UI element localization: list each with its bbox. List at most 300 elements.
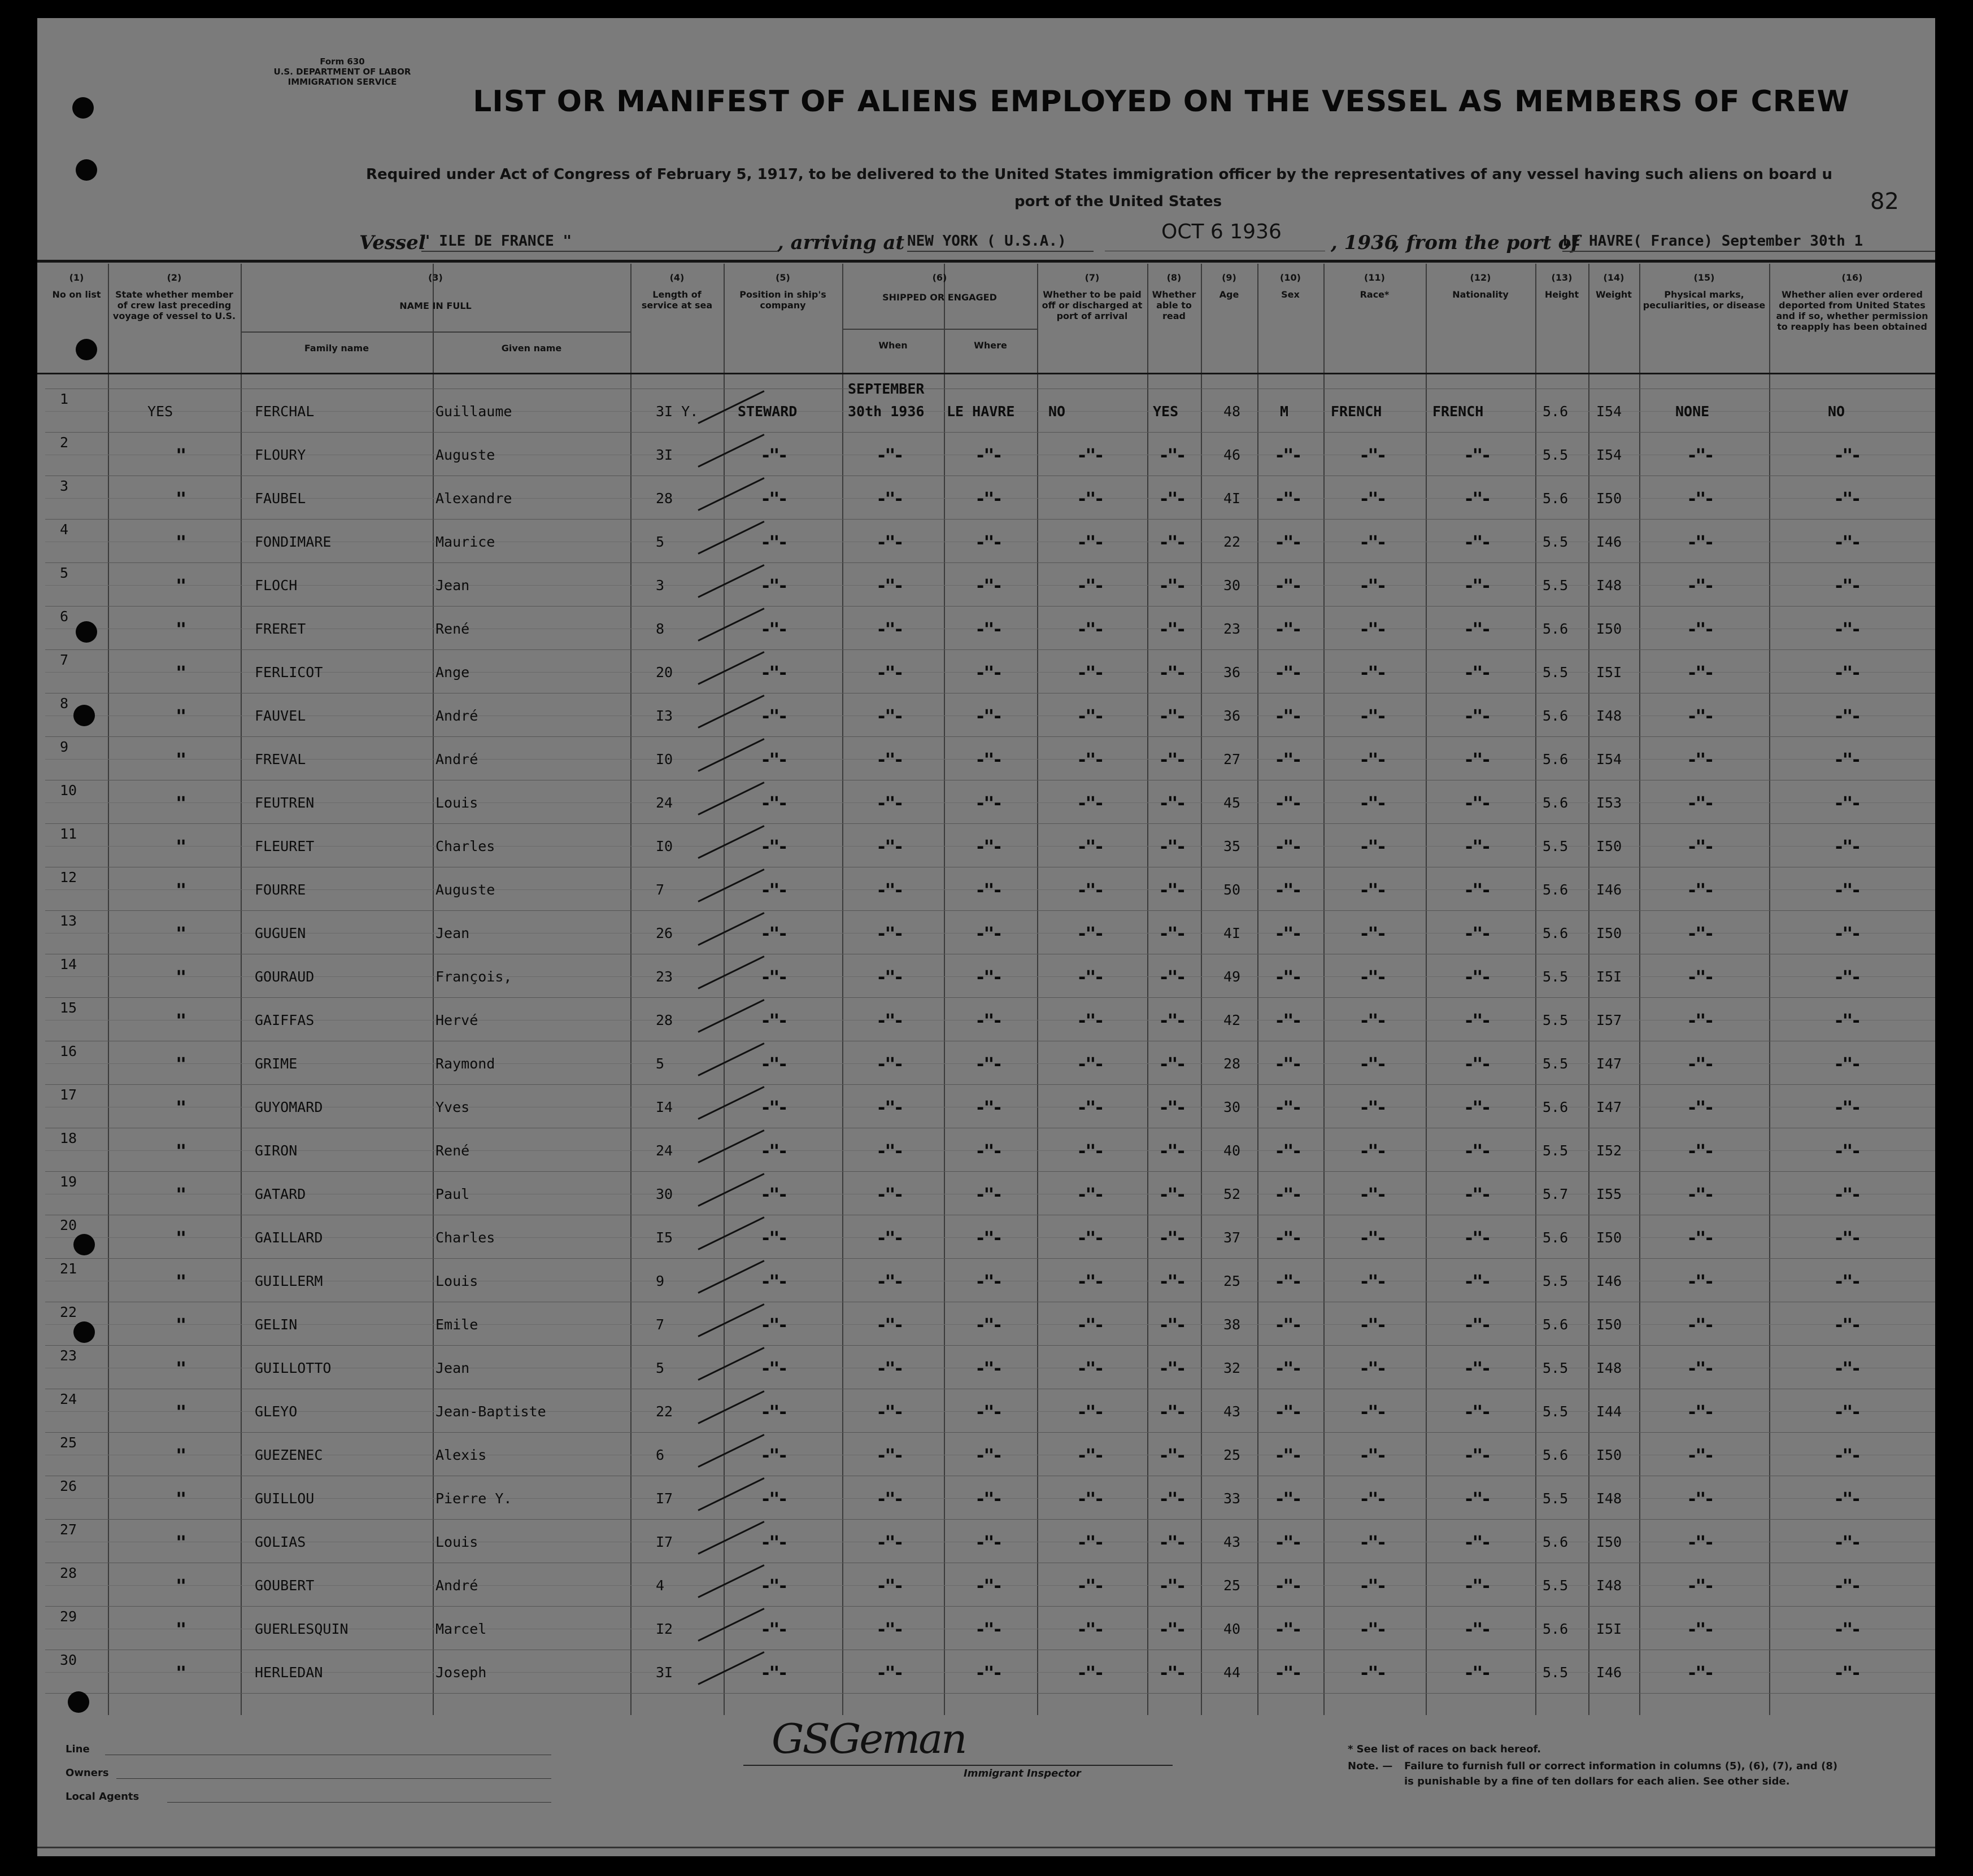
sex-ditto: -"-	[1274, 1662, 1300, 1683]
row-number: 7	[60, 652, 69, 668]
service-length: 28	[656, 1012, 673, 1028]
when-ditto: -"-	[876, 792, 902, 814]
column-divider	[1323, 264, 1325, 1715]
requirement-line-2: port of the United States	[1014, 193, 1222, 210]
punch-hole	[76, 621, 97, 643]
ink-stroke	[698, 1521, 764, 1555]
read-ditto: -"-	[1158, 1010, 1184, 1031]
previous-voyage-ditto: "	[176, 531, 185, 553]
nationality-ditto: -"-	[1464, 1445, 1489, 1466]
nationality-ditto: -"-	[1464, 575, 1489, 596]
where-ditto: -"-	[975, 1053, 1001, 1075]
row-divider	[45, 1693, 1935, 1694]
where-ditto: -"-	[975, 1488, 1001, 1509]
row-number: 15	[60, 1000, 77, 1016]
column-divider	[1037, 264, 1038, 1715]
height: 5.5	[1543, 1577, 1569, 1594]
race-ditto: -"-	[1359, 1618, 1385, 1640]
when-ditto: -"-	[876, 749, 902, 770]
header-c10-label: Sex	[1281, 289, 1300, 300]
race-ditto: -"-	[1359, 966, 1385, 988]
given-name: Emile	[435, 1316, 478, 1333]
row-number: 9	[60, 739, 69, 755]
given-name: Louis	[435, 1534, 478, 1550]
position-ditto: -"-	[760, 1053, 786, 1075]
year-label: , 1936	[1331, 232, 1398, 254]
previous-voyage-ditto: "	[176, 1401, 185, 1423]
ink-stroke	[698, 434, 764, 468]
row-number: 1	[60, 391, 69, 407]
ink-stroke	[698, 738, 764, 772]
race: FRENCH	[1331, 403, 1382, 420]
nationality-ditto: -"-	[1464, 618, 1489, 640]
service-length: I4	[656, 1099, 673, 1115]
sex-ditto: -"-	[1274, 1618, 1300, 1640]
ink-stroke	[698, 521, 764, 555]
height: 5.6	[1543, 751, 1569, 767]
position-ditto: -"-	[760, 749, 786, 770]
paid-off-ditto: -"-	[1077, 444, 1103, 466]
given-name: Charles	[435, 838, 495, 854]
paid-off-ditto: -"-	[1077, 1314, 1103, 1336]
deported-ditto: -"-	[1833, 705, 1859, 727]
deported-ditto: -"-	[1833, 662, 1859, 683]
header-c13-number: (13)	[1551, 272, 1573, 283]
row-number: 5	[60, 565, 69, 581]
paid-off-ditto: -"-	[1077, 1575, 1103, 1596]
row-number: 24	[60, 1391, 77, 1407]
read-ditto: -"-	[1158, 879, 1184, 901]
row-divider	[45, 475, 1935, 476]
paid-off-ditto: -"-	[1077, 1401, 1103, 1423]
weight: I50	[1596, 925, 1622, 941]
family-name: FERLICOT	[255, 664, 323, 680]
row-divider	[45, 1519, 1935, 1520]
previous-voyage-ditto: "	[176, 575, 185, 596]
race-ditto: -"-	[1359, 1184, 1385, 1205]
weight: I50	[1596, 838, 1622, 854]
paid-off-ditto: -"-	[1077, 1227, 1103, 1249]
nationality-ditto: -"-	[1464, 488, 1489, 509]
nationality-ditto: -"-	[1464, 792, 1489, 814]
position-ditto: -"-	[760, 879, 786, 901]
ink-stroke	[698, 1564, 764, 1598]
previous-voyage-ditto: "	[176, 1532, 185, 1553]
family-name: GUILLERM	[255, 1273, 323, 1289]
where-ditto: -"-	[975, 575, 1001, 596]
family-name: FAUVEL	[255, 708, 306, 724]
marks-ditto: -"-	[1687, 1532, 1713, 1553]
sex-ditto: -"-	[1274, 1140, 1300, 1162]
race-ditto: -"-	[1359, 792, 1385, 814]
deported-ditto: -"-	[1833, 1662, 1859, 1683]
race-ditto: -"-	[1359, 1445, 1385, 1466]
service-length: 3I Y.	[656, 403, 699, 420]
ink-stroke	[698, 1651, 764, 1685]
ink-stroke	[698, 695, 764, 728]
header-family-name: Family name	[304, 343, 369, 354]
age: 50	[1223, 882, 1241, 898]
where-ditto: -"-	[975, 1618, 1001, 1640]
age: 49	[1223, 968, 1241, 985]
age: 30	[1223, 577, 1241, 594]
weight: I5I	[1596, 664, 1622, 680]
sex-ditto: -"-	[1274, 1271, 1300, 1292]
read-ditto: -"-	[1158, 792, 1184, 814]
header-c14-number: (14)	[1603, 272, 1624, 283]
sex-ditto: -"-	[1274, 792, 1300, 814]
nationality-ditto: -"-	[1464, 1358, 1489, 1379]
age: 4I	[1223, 925, 1241, 941]
ink-stroke	[698, 1477, 764, 1511]
nationality-ditto: -"-	[1464, 705, 1489, 727]
form-number: Form 630	[320, 56, 365, 67]
ink-stroke	[698, 999, 764, 1033]
height: 5.5	[1543, 1055, 1569, 1072]
column-divider	[433, 264, 434, 1715]
height: 5.7	[1543, 1186, 1569, 1202]
weight: I50	[1596, 1316, 1622, 1333]
row-divider	[45, 562, 1935, 563]
column-divider	[1257, 264, 1258, 1715]
marks-ditto: -"-	[1687, 1618, 1713, 1640]
age: 42	[1223, 1012, 1241, 1028]
age: 25	[1223, 1273, 1241, 1289]
previous-voyage-ditto: "	[176, 1184, 185, 1205]
header-c16-label: Whether alien ever ordered deported from United States and if so, whether permission to reapply has been obtained	[1776, 289, 1928, 332]
header-where: Where	[974, 340, 1007, 351]
paid-off-ditto: -"-	[1077, 1488, 1103, 1509]
height: 5.6	[1543, 621, 1569, 637]
sex-ditto: -"-	[1274, 879, 1300, 901]
weight: I54	[1596, 403, 1622, 420]
agents-label: Local Agents	[66, 1791, 140, 1803]
paid-off: NO	[1048, 403, 1066, 420]
row-divider	[45, 1258, 1935, 1259]
column-divider	[1201, 264, 1202, 1715]
where-ditto: -"-	[975, 749, 1001, 770]
sex-ditto: -"-	[1274, 1097, 1300, 1118]
column-divider	[630, 264, 631, 1715]
vessel-label: Vessel	[359, 232, 426, 254]
weight: I50	[1596, 1447, 1622, 1463]
from-port: LE HAVRE( France) September 30th 1	[1562, 232, 1935, 252]
read-ditto: -"-	[1158, 836, 1184, 857]
position-ditto: -"-	[760, 1618, 786, 1640]
when-ditto: -"-	[876, 488, 902, 509]
read-ditto: -"-	[1158, 1314, 1184, 1336]
when-ditto: -"-	[876, 1401, 902, 1423]
position-ditto: -"-	[760, 531, 786, 553]
height: 5.6	[1543, 795, 1569, 811]
service-length: 5	[656, 1055, 665, 1072]
age: 37	[1223, 1229, 1241, 1246]
nationality-ditto: -"-	[1464, 1618, 1489, 1640]
family-name: GOUBERT	[255, 1577, 315, 1594]
height: 5.5	[1543, 1403, 1569, 1420]
when-ditto: -"-	[876, 1010, 902, 1031]
row-number: 13	[60, 913, 77, 929]
family-name: GUERLESQUIN	[255, 1621, 349, 1637]
punch-hole	[73, 705, 95, 726]
given-name: Raymond	[435, 1055, 495, 1072]
weight: I46	[1596, 882, 1622, 898]
where-ditto: -"-	[975, 1184, 1001, 1205]
where-ditto: -"-	[975, 1401, 1001, 1423]
previous-voyage-ditto: "	[176, 1010, 185, 1031]
height: 5.5	[1543, 1142, 1569, 1159]
row-number: 12	[60, 869, 77, 885]
deported-ditto: -"-	[1833, 1532, 1859, 1553]
header-c9-label: Age	[1219, 289, 1239, 300]
sex-ditto: -"-	[1274, 749, 1300, 770]
row-number: 20	[60, 1217, 77, 1233]
given-name: Auguste	[435, 447, 495, 463]
service-length: 20	[656, 664, 673, 680]
position-ditto: -"-	[760, 618, 786, 640]
race-ditto: -"-	[1359, 1488, 1385, 1509]
race-ditto: -"-	[1359, 1010, 1385, 1031]
age: 35	[1223, 838, 1241, 854]
nationality-ditto: -"-	[1464, 662, 1489, 683]
where-ditto: -"-	[975, 1662, 1001, 1683]
position-ditto: -"-	[760, 1271, 786, 1292]
height: 5.5	[1543, 968, 1569, 985]
nationality-ditto: -"-	[1464, 923, 1489, 944]
header-name-in-full: NAME IN FULL	[399, 300, 472, 311]
ink-stroke	[698, 1086, 764, 1120]
row-number: 25	[60, 1434, 77, 1451]
when-ditto: -"-	[876, 444, 902, 466]
given-name: Louis	[435, 1273, 478, 1289]
sex-ditto: -"-	[1274, 1053, 1300, 1075]
weight: I48	[1596, 577, 1622, 594]
height: 5.6	[1543, 708, 1569, 724]
previous-voyage-ditto: "	[176, 966, 185, 988]
nationality-ditto: -"-	[1464, 1053, 1489, 1075]
vessel-name: " ILE DE FRANCE "	[421, 232, 777, 252]
paid-off-ditto: -"-	[1077, 966, 1103, 988]
read-ditto: -"-	[1158, 923, 1184, 944]
weight: I50	[1596, 621, 1622, 637]
nationality-ditto: -"-	[1464, 1140, 1489, 1162]
service-length: 24	[656, 1142, 673, 1159]
read-ditto: -"-	[1158, 705, 1184, 727]
read-ditto: -"-	[1158, 1488, 1184, 1509]
row-number: 22	[60, 1304, 77, 1320]
header-c5-label: Position in ship's company	[739, 289, 826, 311]
sex-ditto: -"-	[1274, 966, 1300, 988]
age: 48	[1223, 403, 1241, 420]
column-divider	[1535, 264, 1536, 1715]
age: 27	[1223, 751, 1241, 767]
line-label: Line	[66, 1743, 90, 1755]
signature-line	[743, 1765, 1173, 1766]
header-c4-number: (4)	[669, 272, 685, 283]
family-name: GUILLOU	[255, 1490, 315, 1507]
deported-ditto: -"-	[1833, 966, 1859, 988]
height: 5.6	[1543, 1099, 1569, 1115]
where-ditto: -"-	[975, 1271, 1001, 1292]
service-length: 3	[656, 577, 665, 594]
height: 5.5	[1543, 534, 1569, 550]
sex-ditto: -"-	[1274, 1488, 1300, 1509]
header-c9-number: (9)	[1222, 272, 1236, 283]
paid-off-ditto: -"-	[1077, 836, 1103, 857]
service-length: 9	[656, 1273, 665, 1289]
ink-stroke	[698, 1260, 764, 1294]
header-when: When	[878, 340, 908, 351]
age: 43	[1223, 1403, 1241, 1420]
row-divider	[45, 649, 1935, 650]
read-ditto: -"-	[1158, 1184, 1184, 1205]
sex-ditto: -"-	[1274, 1184, 1300, 1205]
read-ditto: -"-	[1158, 531, 1184, 553]
row-divider	[45, 1084, 1935, 1085]
when-ditto: -"-	[876, 575, 902, 596]
given-name: André	[435, 708, 478, 724]
height: 5.5	[1543, 1012, 1569, 1028]
given-name: Auguste	[435, 882, 495, 898]
paid-off-ditto: -"-	[1077, 1271, 1103, 1292]
family-name: GUEZENEC	[255, 1447, 323, 1463]
height: 5.5	[1543, 447, 1569, 463]
family-name: GOURAUD	[255, 968, 315, 985]
age: 25	[1223, 1577, 1241, 1594]
page-title: LIST OR MANIFEST OF ALIENS EMPLOYED ON THE VESSEL AS MEMBERS OF CREW	[473, 85, 1850, 119]
row-divider	[45, 606, 1935, 607]
note-label: Note. —	[1348, 1760, 1393, 1772]
position-ditto: -"-	[760, 1445, 786, 1466]
row-number: 6	[60, 608, 69, 625]
previous-voyage-ditto: "	[176, 749, 185, 770]
column-divider	[1588, 264, 1589, 1715]
sex-ditto: -"-	[1274, 575, 1300, 596]
header-c15-label: Physical marks, peculiarities, or disease	[1643, 289, 1766, 311]
deported-ditto: -"-	[1833, 749, 1859, 770]
marks-ditto: -"-	[1687, 792, 1713, 814]
sex-ditto: -"-	[1274, 836, 1300, 857]
deported-ditto: -"-	[1833, 1097, 1859, 1118]
row-number: 3	[60, 478, 69, 494]
family-name: HERLEDAN	[255, 1664, 323, 1681]
previous-voyage-ditto: "	[176, 444, 185, 466]
sex-ditto: -"-	[1274, 1010, 1300, 1031]
header-shipped-engaged: SHIPPED OR ENGAGED	[882, 292, 997, 303]
family-name: FOURRE	[255, 882, 306, 898]
previous-voyage-ditto: "	[176, 1618, 185, 1640]
marks-ditto: -"-	[1687, 966, 1713, 988]
when-ditto: -"-	[876, 1271, 902, 1292]
read-ditto: -"-	[1158, 1618, 1184, 1640]
sex-ditto: -"-	[1274, 444, 1300, 466]
given-name: Jean-Baptiste	[435, 1403, 546, 1420]
shipped-where: LE HAVRE	[947, 403, 1015, 420]
ink-stroke	[698, 608, 764, 642]
marks-ditto: -"-	[1687, 1358, 1713, 1379]
previous-voyage-ditto: "	[176, 1488, 185, 1509]
family-name: FERCHAL	[255, 403, 315, 420]
nationality-ditto: -"-	[1464, 1575, 1489, 1596]
when-ditto: -"-	[876, 836, 902, 857]
where-ditto: -"-	[975, 1140, 1001, 1162]
age: 33	[1223, 1490, 1241, 1507]
race-ditto: -"-	[1359, 1227, 1385, 1249]
header-c3-number: (3)	[428, 272, 443, 283]
position-ditto: -"-	[760, 1184, 786, 1205]
weight: I53	[1596, 795, 1622, 811]
paid-off-ditto: -"-	[1077, 1618, 1103, 1640]
punch-hole	[73, 1234, 95, 1255]
row-number: 27	[60, 1521, 77, 1538]
marks-ditto: -"-	[1687, 836, 1713, 857]
marks-ditto: -"-	[1687, 1010, 1713, 1031]
when-ditto: -"-	[876, 618, 902, 640]
note-text-1: Failure to furnish full or correct information in columns (5), (6), (7), and (8)	[1404, 1760, 1838, 1772]
physical-marks: NONE	[1675, 403, 1710, 420]
previous-voyage-ditto: "	[176, 836, 185, 857]
family-name: GIRON	[255, 1142, 298, 1159]
row-number: 4	[60, 521, 69, 538]
given-name: André	[435, 1577, 478, 1594]
age: 32	[1223, 1360, 1241, 1376]
service-length: 24	[656, 795, 673, 811]
race-ditto: -"-	[1359, 1140, 1385, 1162]
deported-ditto: -"-	[1833, 1618, 1859, 1640]
weight: I54	[1596, 447, 1622, 463]
row-number: 26	[60, 1478, 77, 1494]
read-ditto: -"-	[1158, 444, 1184, 466]
when-ditto: -"-	[876, 1532, 902, 1553]
deported-ditto: -"-	[1833, 836, 1859, 857]
paid-off-ditto: -"-	[1077, 1184, 1103, 1205]
read-ditto: -"-	[1158, 1140, 1184, 1162]
weight: I5I	[1596, 1621, 1622, 1637]
age: 28	[1223, 1055, 1241, 1072]
ink-stroke	[698, 564, 764, 598]
weight: I52	[1596, 1142, 1622, 1159]
where-ditto: -"-	[975, 1227, 1001, 1249]
previous-voyage-ditto: "	[176, 1140, 185, 1162]
given-name: Alexandre	[435, 490, 512, 507]
ink-stroke	[698, 912, 764, 946]
paid-off-ditto: -"-	[1077, 1097, 1103, 1118]
nationality-ditto: -"-	[1464, 1227, 1489, 1249]
row-number: 28	[60, 1565, 77, 1581]
age: 4I	[1223, 490, 1241, 507]
header-c11-number: (11)	[1364, 272, 1385, 283]
when-ditto: -"-	[876, 662, 902, 683]
header-c7-number: (7)	[1085, 272, 1100, 283]
weight: I50	[1596, 1229, 1622, 1246]
height: 5.5	[1543, 1664, 1569, 1681]
paid-off-ditto: -"-	[1077, 1358, 1103, 1379]
height: 5.6	[1543, 403, 1569, 420]
header-top-rule	[37, 260, 1935, 263]
ink-stroke	[698, 1042, 764, 1076]
family-name: GAILLARD	[255, 1229, 323, 1246]
paid-off-ditto: -"-	[1077, 1532, 1103, 1553]
service-length: 5	[656, 534, 665, 550]
race-ditto: -"-	[1359, 1575, 1385, 1596]
row-number: 17	[60, 1087, 77, 1103]
weight: I48	[1596, 708, 1622, 724]
family-name: FRERET	[255, 621, 306, 637]
weight: I44	[1596, 1403, 1622, 1420]
previous-voyage-ditto: "	[176, 792, 185, 814]
where-ditto: -"-	[975, 923, 1001, 944]
age: 46	[1223, 447, 1241, 463]
